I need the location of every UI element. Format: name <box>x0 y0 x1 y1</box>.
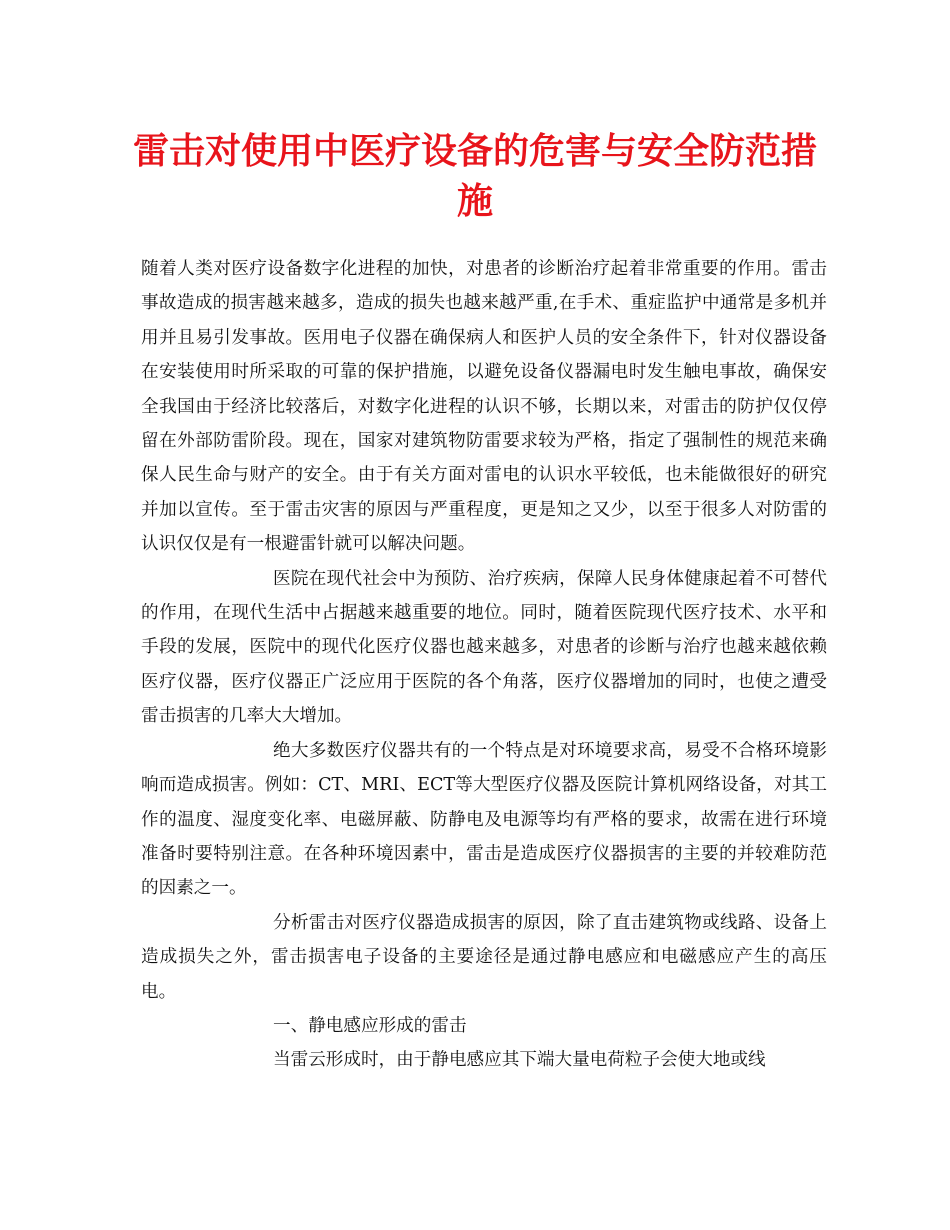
document-title: 雷击对使用中医疗设备的危害与安全防范措施 <box>132 130 817 222</box>
section-heading-electrostatic: 一、静电感应形成的雷击 <box>273 1015 467 1036</box>
paragraph-hospital-role: 医院在现代社会中为预防、治疗疾病，保障人民身体健康起着不可替代的作用，在现代生活中占据越来越重要的地位。同时，随着医院现代医疗技术、水平和手段的发展，医院中的现代化医疗仪器也越来越多，对患者的诊断与治疗也越来越依赖医疗仪器，医疗仪器正广泛应用于医院的各个角落，医疗仪器增加的同时，也使之遭受雷击损害的几率大大增加。 <box>141 568 827 727</box>
paragraph-environment: 绝大多数医疗仪器共有的一个特点是对环境要求高，易受不合格环境影响而造成损害。例如：CT、MRI、ECT等大型医疗仪器及医院计算机网络设备，对其工作的温度、湿度变化率、电磁屏蔽、防静电及电源等均有严格的要求，故需在进行环境准备时要特别注意。在各种环境因素中，雷击是造成医疗仪器损害的主要的并较难防范的因素之一。 <box>141 740 827 899</box>
paragraph-damage-causes: 分析雷击对医疗仪器造成损害的原因，除了直击建筑物或线路、设备上造成损失之外，雷击损害电子设备的主要途径是通过静电感应和电磁感应产生的高压电。 <box>141 912 827 1002</box>
document-body <box>141 252 827 1078</box>
paragraph-electrostatic: 当雷云形成时，由于静电感应其下端大量电荷粒子会使大地或线 <box>273 1050 766 1071</box>
paragraph-intro: 随着人类对医疗设备数字化进程的加快，对患者的诊断治疗起着非常重要的作用。雷击事故造成的损害越来越多，造成的损失也越来越严重,在手术、重症监护中通常是多机并用并且易引发事故。医用电子仪器在确保病人和医护人员的安全条件下，针对仪器设备在安装使用时所采取的可靠的保护措施，以避免设备仪器漏电时发生触电事故，确保安全我国由于经济比较落后，对数字化进程的认识不够，长期以来，对雷击的防护仅仅停留在外部防雷阶段。现在，国家对建筑物防雷要求较为严格，指定了强制性的规范来确保人民生命与财产的安全。由于有关方面对雷电的认识水平较低，也未能做很好的研究并加以宣传。至于雷击灾害的原因与严重程度，更是知之又少，以至于很多人对防雷的认识仅仅是有一根避雷针就可以解决问题。 <box>141 259 827 555</box>
